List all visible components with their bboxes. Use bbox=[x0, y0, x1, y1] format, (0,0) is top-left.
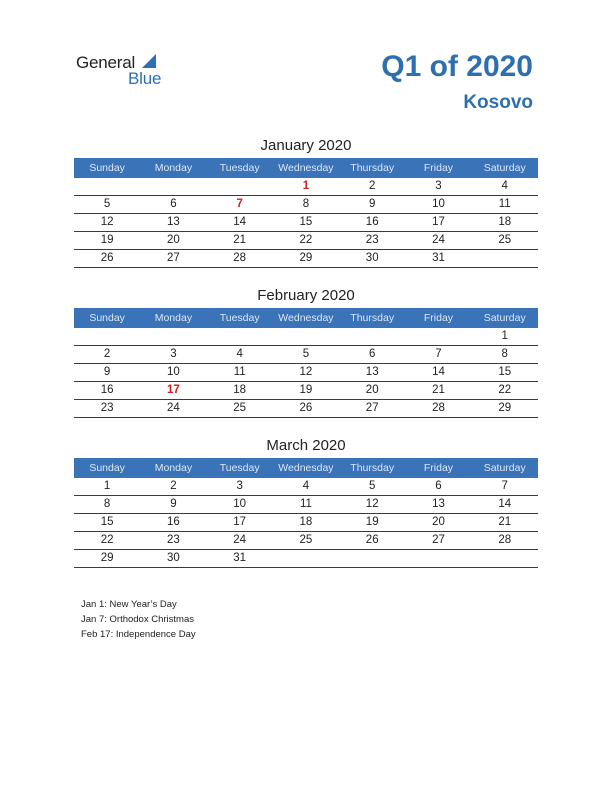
day-cell: 23 bbox=[100, 402, 114, 414]
week-row bbox=[74, 478, 538, 496]
week-row bbox=[74, 196, 538, 214]
day-cell: 12 bbox=[100, 216, 114, 228]
weekday-header-sunday: Sunday bbox=[89, 312, 125, 324]
month-title: January 2020 bbox=[260, 137, 352, 154]
weekday-header-thursday: Thursday bbox=[350, 312, 395, 324]
day-cell: 21 bbox=[233, 234, 247, 246]
weekday-header-saturday: Saturday bbox=[483, 162, 526, 174]
day-cell: 15 bbox=[498, 366, 512, 378]
day-cell: 4 bbox=[501, 180, 508, 192]
weekday-header-friday: Friday bbox=[423, 162, 454, 174]
day-cell: 31 bbox=[233, 552, 247, 564]
week-row bbox=[74, 346, 538, 364]
logo-text-blue: Blue bbox=[128, 69, 162, 88]
day-cell: 2 bbox=[103, 348, 111, 360]
week-row bbox=[74, 514, 538, 532]
day-cell: 3 bbox=[435, 180, 442, 192]
day-cell: 5 bbox=[368, 480, 376, 492]
week-row bbox=[74, 328, 538, 346]
day-cell: 23 bbox=[365, 234, 379, 246]
day-cell: 28 bbox=[498, 534, 512, 546]
week-row bbox=[74, 550, 538, 568]
day-cell: 30 bbox=[167, 552, 180, 564]
day-cell: 2 bbox=[368, 180, 376, 192]
weekday-header-row bbox=[74, 308, 538, 328]
holiday-note: Feb 17: Independence Day bbox=[81, 629, 196, 640]
day-cell: 27 bbox=[167, 252, 180, 264]
weekday-header-wednesday: Wednesday bbox=[278, 162, 334, 174]
month-weeks bbox=[74, 328, 538, 418]
day-cell: 23 bbox=[167, 534, 180, 546]
day-cell: 13 bbox=[432, 498, 445, 510]
month-weeks bbox=[74, 478, 538, 568]
day-cell: 19 bbox=[365, 516, 379, 528]
weekday-header-tuesday: Tuesday bbox=[219, 312, 260, 324]
day-cell: 10 bbox=[167, 366, 180, 378]
day-cell: 28 bbox=[233, 252, 247, 264]
weekday-header-monday: Monday bbox=[154, 162, 193, 174]
weekday-header-monday: Monday bbox=[154, 462, 193, 474]
day-cell: 6 bbox=[435, 480, 442, 492]
month-calendar-march bbox=[74, 436, 538, 568]
weekday-header-sunday: Sunday bbox=[89, 462, 125, 474]
day-cell: 9 bbox=[170, 498, 177, 510]
day-cell: 29 bbox=[299, 252, 313, 264]
day-cell: 7 bbox=[501, 480, 508, 492]
day-cell: 10 bbox=[432, 198, 445, 210]
week-row bbox=[74, 232, 538, 250]
day-cell: 25 bbox=[498, 234, 512, 246]
day-cell: 11 bbox=[233, 366, 246, 378]
day-cell: 24 bbox=[432, 234, 445, 246]
week-row bbox=[74, 382, 538, 400]
holiday-day-cell: 7 bbox=[236, 198, 243, 210]
day-cell: 29 bbox=[498, 402, 512, 414]
holiday-day-cell: 1 bbox=[302, 180, 310, 192]
day-cell: 22 bbox=[100, 534, 114, 546]
day-cell: 18 bbox=[498, 216, 512, 228]
month-title: February 2020 bbox=[257, 287, 355, 304]
day-cell: 16 bbox=[365, 216, 379, 228]
month-calendar-january bbox=[74, 136, 538, 268]
day-cell: 13 bbox=[167, 216, 180, 228]
day-cell: 30 bbox=[365, 252, 379, 264]
empty-day-cell bbox=[405, 550, 471, 567]
logo-triangle-icon bbox=[142, 54, 156, 68]
day-cell: 12 bbox=[299, 366, 313, 378]
empty-day-cell bbox=[273, 328, 339, 345]
day-cell: 14 bbox=[432, 366, 445, 378]
day-cell: 15 bbox=[299, 216, 313, 228]
week-row bbox=[74, 364, 538, 382]
weekday-header-tuesday: Tuesday bbox=[219, 162, 260, 174]
day-cell: 26 bbox=[100, 252, 114, 264]
day-cell: 17 bbox=[233, 516, 247, 528]
empty-day-cell bbox=[140, 328, 206, 345]
day-cell: 6 bbox=[170, 198, 177, 210]
month-weeks bbox=[74, 178, 538, 268]
month-calendar-february bbox=[74, 286, 538, 418]
day-cell: 1 bbox=[103, 480, 111, 492]
week-row bbox=[74, 532, 538, 550]
day-cell: 26 bbox=[365, 534, 379, 546]
empty-day-cell bbox=[472, 550, 538, 567]
day-cell: 7 bbox=[435, 348, 442, 360]
day-cell: 24 bbox=[233, 534, 247, 546]
day-cell: 15 bbox=[100, 516, 114, 528]
weekday-header-saturday: Saturday bbox=[483, 462, 526, 474]
day-cell: 13 bbox=[365, 366, 379, 378]
weekday-header-thursday: Thursday bbox=[350, 162, 395, 174]
empty-day-cell bbox=[273, 550, 339, 567]
weekday-header-tuesday: Tuesday bbox=[219, 462, 260, 474]
weekday-header-row bbox=[74, 158, 538, 178]
week-row bbox=[74, 178, 538, 196]
empty-day-cell bbox=[140, 178, 206, 195]
day-cell: 5 bbox=[103, 198, 111, 210]
day-cell: 19 bbox=[100, 234, 114, 246]
day-cell: 22 bbox=[498, 384, 512, 396]
empty-day-cell bbox=[74, 328, 140, 345]
empty-day-cell bbox=[405, 328, 471, 345]
day-cell: 8 bbox=[501, 348, 508, 360]
day-cell: 11 bbox=[498, 198, 511, 210]
week-row bbox=[74, 496, 538, 514]
day-cell: 5 bbox=[302, 348, 310, 360]
day-cell: 26 bbox=[299, 402, 313, 414]
empty-day-cell bbox=[339, 550, 405, 567]
day-cell: 31 bbox=[432, 252, 445, 264]
empty-day-cell bbox=[207, 178, 273, 195]
day-cell: 16 bbox=[100, 384, 114, 396]
month-title: March 2020 bbox=[266, 437, 346, 454]
day-cell: 29 bbox=[100, 552, 114, 564]
empty-day-cell bbox=[472, 250, 538, 267]
holiday-notes bbox=[81, 597, 196, 642]
empty-day-cell bbox=[207, 328, 273, 345]
day-cell: 20 bbox=[432, 516, 445, 528]
day-cell: 21 bbox=[498, 516, 512, 528]
day-cell: 16 bbox=[167, 516, 180, 528]
weekday-header-friday: Friday bbox=[423, 462, 454, 474]
day-cell: 27 bbox=[365, 402, 379, 414]
day-cell: 4 bbox=[236, 348, 243, 360]
day-cell: 25 bbox=[299, 534, 313, 546]
holiday-note: Jan 7: Orthodox Christmas bbox=[81, 614, 194, 625]
weekday-header-sunday: Sunday bbox=[89, 162, 125, 174]
logo-text-general: General bbox=[76, 53, 136, 72]
day-cell: 2 bbox=[170, 480, 177, 492]
day-cell: 12 bbox=[365, 498, 379, 510]
empty-day-cell bbox=[74, 178, 140, 195]
week-row bbox=[74, 214, 538, 232]
day-cell: 20 bbox=[365, 384, 379, 396]
day-cell: 3 bbox=[236, 480, 243, 492]
day-cell: 8 bbox=[103, 498, 111, 510]
day-cell: 27 bbox=[432, 534, 445, 546]
weekday-header-row bbox=[74, 458, 538, 478]
day-cell: 21 bbox=[432, 384, 445, 396]
day-cell: 3 bbox=[170, 348, 177, 360]
day-cell: 9 bbox=[103, 366, 111, 378]
day-cell: 22 bbox=[299, 234, 313, 246]
empty-day-cell bbox=[339, 328, 405, 345]
holiday-note: Jan 1: New Year’s Day bbox=[81, 599, 177, 610]
weekday-header-friday: Friday bbox=[423, 312, 454, 324]
day-cell: 19 bbox=[299, 384, 313, 396]
country-name: Kosovo bbox=[463, 92, 533, 113]
day-cell: 9 bbox=[368, 198, 376, 210]
day-cell: 8 bbox=[302, 198, 310, 210]
weekday-header-thursday: Thursday bbox=[350, 462, 395, 474]
day-cell: 17 bbox=[432, 216, 445, 228]
week-row bbox=[74, 400, 538, 418]
day-cell: 10 bbox=[233, 498, 247, 510]
day-cell: 18 bbox=[299, 516, 313, 528]
day-cell: 14 bbox=[233, 216, 247, 228]
day-cell: 28 bbox=[432, 402, 445, 414]
weekday-header-saturday: Saturday bbox=[483, 312, 526, 324]
day-cell: 24 bbox=[167, 402, 180, 414]
page-title: Q1 of 2020 bbox=[381, 50, 533, 83]
weekday-header-wednesday: Wednesday bbox=[278, 312, 334, 324]
day-cell: 14 bbox=[498, 498, 512, 510]
day-cell: 1 bbox=[501, 330, 508, 342]
generalblue-logo bbox=[76, 52, 176, 88]
weekday-header-monday: Monday bbox=[154, 312, 193, 324]
day-cell: 18 bbox=[233, 384, 247, 396]
day-cell: 6 bbox=[368, 348, 376, 360]
day-cell: 11 bbox=[299, 498, 312, 510]
day-cell: 25 bbox=[233, 402, 247, 414]
weekday-header-wednesday: Wednesday bbox=[278, 462, 334, 474]
day-cell: 20 bbox=[167, 234, 180, 246]
holiday-day-cell: 17 bbox=[167, 384, 180, 396]
day-cell: 4 bbox=[302, 480, 310, 492]
week-row bbox=[74, 250, 538, 268]
